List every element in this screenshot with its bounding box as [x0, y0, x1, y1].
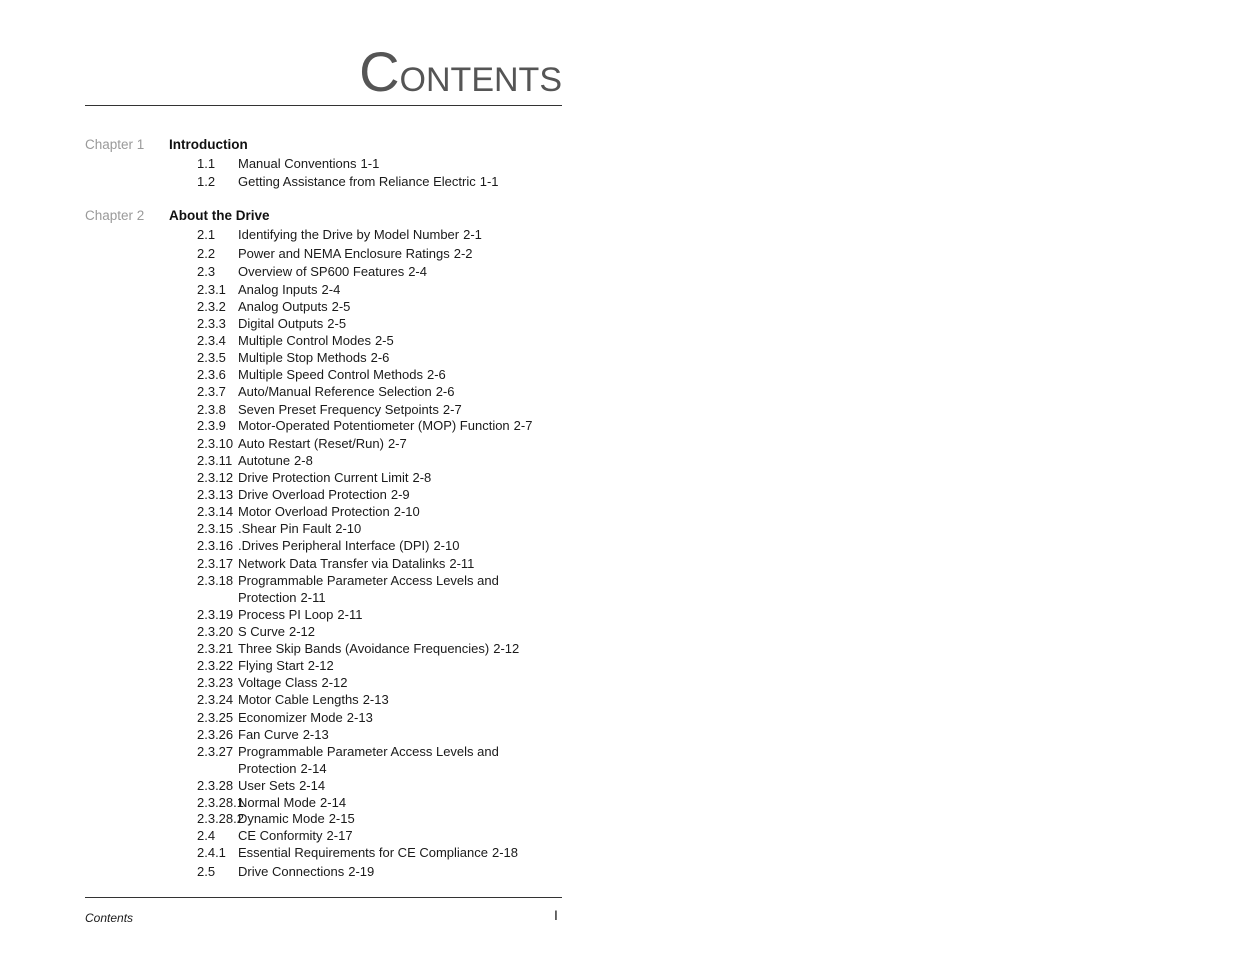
toc-entry-page: 2-14 — [320, 795, 347, 810]
chapter-label: Chapter 1 — [85, 137, 145, 152]
toc-entry-page: 2-7 — [442, 402, 462, 417]
toc-entry-page: 2-5 — [374, 333, 394, 348]
toc-entry-number: 2.3.25 — [197, 710, 234, 725]
toc-entry-title: Fan Curve — [238, 727, 299, 742]
toc-entry-title: Normal Mode — [238, 795, 317, 810]
toc-entry-page: 2-12 — [307, 658, 334, 673]
toc-entry-title: Voltage Class — [238, 675, 318, 690]
toc-entry-number: 1.1 — [197, 156, 216, 171]
toc-entry-number: 2.3.7 — [197, 384, 226, 399]
toc-entry-title: Seven Preset Frequency Setpoints — [238, 402, 439, 417]
toc-entry-number: 2.5 — [197, 864, 216, 879]
toc-entry-title: Multiple Stop Methods — [238, 350, 367, 365]
toc-entry-page: 2-10 — [393, 504, 420, 519]
toc-entry-page: 2-2 — [453, 246, 473, 261]
toc-entry-title: Autotune — [238, 453, 291, 468]
toc-entry-number: 2.4 — [197, 828, 216, 843]
toc-entry-title: Power and NEMA Enclosure Ratings — [238, 246, 450, 261]
toc-entry-page: 2-17 — [326, 828, 353, 843]
toc-entry-page: 1-1 — [360, 156, 380, 171]
toc-entry-number: 2.3.11 — [197, 453, 233, 468]
toc-entry-page: 2-13 — [346, 710, 373, 725]
toc-entry-title: .Shear Pin Fault — [238, 521, 332, 536]
toc-entry-page: 2-4 — [408, 264, 427, 279]
toc-entry-title: Digital Outputs — [238, 316, 324, 331]
toc-entry-title: Programmable Parameter Access Levels and — [238, 573, 499, 588]
toc-entry-title: Motor Overload Protection — [238, 504, 390, 519]
toc-entry-page: 2-11 — [337, 607, 363, 622]
toc-entry-title: Essential Requirements for CE Compliance — [238, 845, 488, 860]
toc-entry-title: Drive Overload Protection — [238, 487, 387, 502]
toc-entry-number: 2.3.2 — [197, 299, 226, 314]
toc-entry-number: 2.1 — [197, 227, 216, 242]
toc-entry-page: 2-8 — [412, 470, 432, 485]
toc-entry-title: Analog Inputs — [238, 282, 318, 297]
toc-entry-page: 2-9 — [390, 487, 410, 502]
toc-entry-title: Multiple Control Modes — [238, 333, 371, 348]
toc-entry-title: Manual Conventions — [238, 156, 357, 171]
toc-entry-page: 2-10 — [433, 538, 460, 553]
toc-entry-number: 2.3.22 — [197, 658, 234, 673]
toc-entry-title: Economizer Mode — [238, 710, 343, 725]
toc-entry-page: 2-12 — [288, 624, 315, 639]
toc-entry-number: 2.3.23 — [197, 675, 234, 690]
toc-entry-number: 2.3.8 — [197, 402, 226, 417]
toc-entry-title: S Curve — [238, 624, 285, 639]
toc-entry-number: 2.3.27 — [197, 744, 234, 759]
toc-entry-number: 2.3.6 — [197, 367, 226, 382]
footer-label: Contents — [85, 911, 134, 925]
toc-entry-title: Drive Protection Current Limit — [238, 470, 409, 485]
chapter-label: Chapter 2 — [85, 208, 145, 223]
toc-entry-number: 2.3.18 — [197, 573, 234, 588]
toc-entry-title: Three Skip Bands (Avoidance Frequencies) — [238, 641, 490, 656]
toc-entry-number: 2.3 — [197, 264, 216, 279]
toc-entry-page: 2-7 — [387, 436, 407, 451]
toc-entry-title: Analog Outputs — [238, 299, 328, 314]
toc-entry-number: 2.3.19 — [197, 607, 234, 622]
toc-entry-title: Process PI Loop — [238, 607, 334, 622]
toc-entry-title: User Sets — [238, 778, 296, 793]
toc-entry-number: 2.3.4 — [197, 333, 226, 348]
toc-entry-page: 2-19 — [348, 864, 375, 879]
toc-entry-page: 2-6 — [370, 350, 390, 365]
toc-entry-number: 2.3.28 — [197, 778, 234, 793]
toc-entry-page: 2-12 — [321, 675, 348, 690]
toc-entry-number: 1.2 — [197, 174, 216, 189]
toc-entry-number: 2.3.5 — [197, 350, 226, 365]
toc-entry-number: 2.3.28.2 — [197, 811, 244, 826]
toc-entry-page: 2-5 — [331, 299, 351, 314]
chapter-title: Introduction — [169, 137, 248, 152]
toc-entry-title: Dynamic Mode — [238, 811, 325, 826]
toc-entry-title: .Drives Peripheral Interface (DPI) — [238, 538, 430, 553]
toc-entry-number: 2.3.17 — [197, 556, 234, 571]
toc-entry-number: 2.3.20 — [197, 624, 234, 639]
toc-entry-number: 2.3.26 — [197, 727, 234, 742]
toc-entry-title: Motor-Operated Potentiometer (MOP) Function — [238, 418, 510, 433]
toc-entry-page: 2-10 — [335, 521, 362, 536]
toc-entry-page: 2-13 — [302, 727, 329, 742]
toc-entry-page: 2-6 — [435, 384, 455, 399]
toc-entry-title: Auto/Manual Reference Selection — [238, 384, 432, 399]
toc — [0, 0, 600, 954]
toc-entry-title-continued: Protection — [238, 590, 297, 605]
toc-entry-title: Auto Restart (Reset/Run) — [238, 436, 384, 451]
toc-entry-number: 2.3.28.1 — [197, 795, 244, 810]
toc-entry-number: 2.3.1 — [197, 282, 226, 297]
toc-entry-page: 2-14 — [300, 761, 327, 776]
toc-entry-page: 2-15 — [328, 811, 355, 826]
toc-entry-number: 2.3.10 — [197, 436, 234, 451]
chapter-title: About the Drive — [169, 208, 270, 223]
toc-entry-title-continued: Protection — [238, 761, 297, 776]
toc-entry-page: 2-11 — [300, 590, 326, 605]
toc-entry-number: 2.3.21 — [197, 641, 234, 656]
toc-entry-page: 1-1 — [479, 174, 499, 189]
toc-entry-number: 2.3.15 — [197, 521, 234, 536]
toc-entry-number: 2.4.1 — [197, 845, 226, 860]
toc-entry-number: 2.2 — [197, 246, 216, 261]
toc-entry-number: 2.3.3 — [197, 316, 226, 331]
toc-entry-page: 2-1 — [463, 227, 482, 242]
toc-entry-page: 2-13 — [362, 692, 389, 707]
toc-entry-page: 2-6 — [427, 367, 446, 382]
toc-entry-title: Overview of SP600 Features — [238, 264, 405, 279]
toc-entry-page: 2-14 — [299, 778, 326, 793]
toc-entry-title: CE Conformity — [238, 828, 323, 843]
bottom-rule — [85, 897, 562, 898]
toc-entry-number: 2.3.13 — [197, 487, 234, 502]
toc-entry-page: 2-7 — [513, 418, 533, 433]
toc-entry-number: 2.3.14 — [197, 504, 234, 519]
toc-entry-title: Drive Connections — [238, 864, 345, 879]
toc-entry-title: Programmable Parameter Access Levels and — [238, 744, 499, 759]
toc-entry-page: 2-11 — [449, 556, 475, 571]
toc-entry-title: Flying Start — [238, 658, 304, 673]
toc-entry-page: 2-12 — [493, 641, 520, 656]
title-initial: C — [359, 40, 400, 103]
toc-entry-title: Network Data Transfer via Datalinks — [238, 556, 446, 571]
toc-entry-page: 2-4 — [321, 282, 341, 297]
toc-entry-title: Getting Assistance from Reliance Electric — [238, 174, 476, 189]
toc-entry-title: Motor Cable Lengths — [238, 692, 359, 707]
toc-entry-number: 2.3.12 — [197, 470, 234, 485]
footer-page-number: I — [554, 907, 558, 923]
toc-entry-title: Multiple Speed Control Methods — [238, 367, 423, 382]
toc-entry-number: 2.3.16 — [197, 538, 234, 553]
toc-entry-page: 2-8 — [294, 453, 313, 468]
toc-entry-page: 2-5 — [327, 316, 347, 331]
toc-entry-title: Identifying the Drive by Model Number — [238, 227, 460, 242]
toc-entry-number: 2.3.9 — [197, 418, 226, 433]
title-rest: ONTENTS — [399, 61, 562, 99]
toc-entry-number: 2.3.24 — [197, 692, 234, 707]
toc-entry-page: 2-18 — [492, 845, 519, 860]
